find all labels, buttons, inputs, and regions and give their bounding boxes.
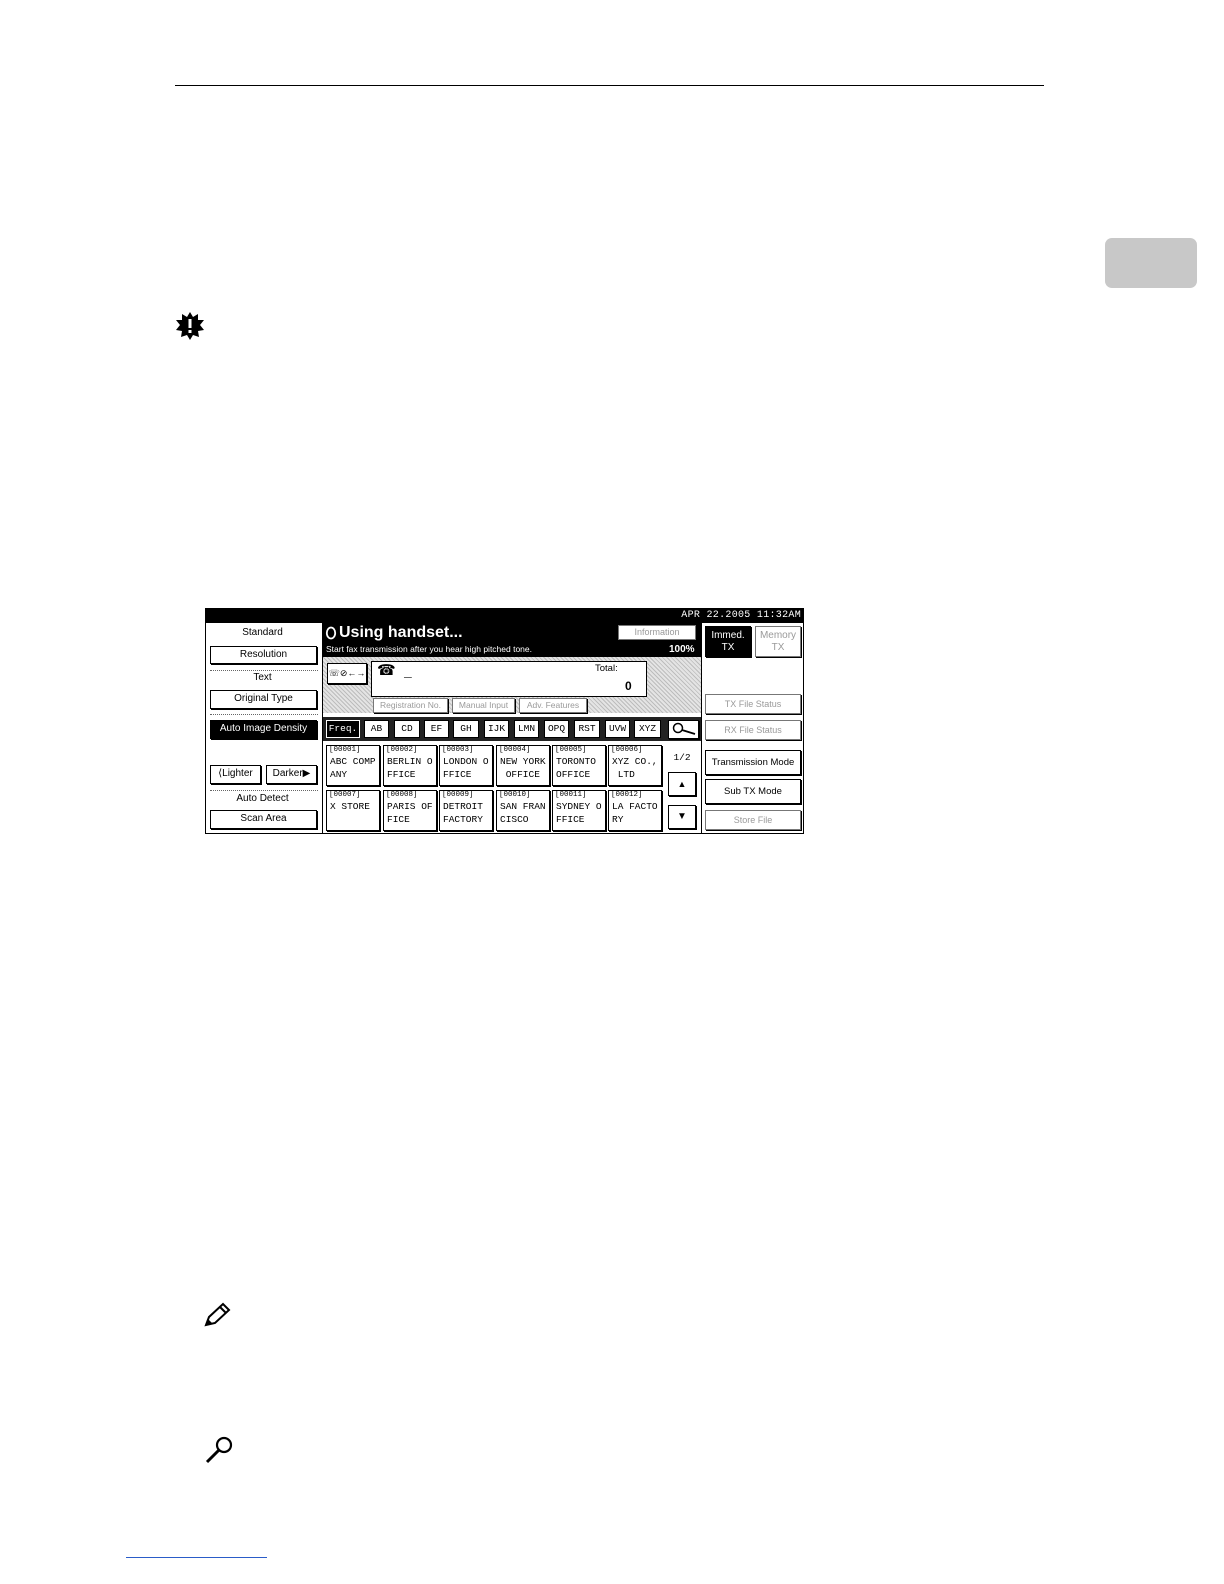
chapter-tab [1105, 238, 1197, 288]
footnote-rule [126, 1557, 267, 1558]
handset-status-icon [325, 626, 337, 640]
destination-cell[interactable] [608, 745, 662, 786]
pause-icon: ☏⊘←→ [328, 668, 366, 678]
adv-features-button[interactable]: Adv. Features [519, 698, 587, 713]
resolution-button[interactable]: Resolution [210, 646, 317, 664]
entry-cursor: _ [404, 665, 412, 680]
destination-name: ABC COMP ANY [330, 756, 376, 780]
destination-cell[interactable] [496, 790, 550, 831]
status-bar-datetime: APR 22.2005 11:32AM [206, 609, 803, 623]
destination-cell[interactable] [326, 745, 380, 786]
auto-image-density-button[interactable]: Auto Image Density [210, 720, 317, 739]
destination-tab-bar [323, 717, 701, 741]
destination-name: SYDNEY O FFICE [556, 801, 602, 825]
destination-id: [00006] [611, 746, 643, 754]
tab-ijk[interactable]: IJK [484, 720, 509, 738]
tab-cd[interactable]: CD [394, 720, 420, 738]
page-indicator: 1/2 [673, 752, 691, 763]
tab-xyz[interactable]: XYZ [634, 720, 661, 738]
tab-uvw[interactable]: UVW [605, 720, 630, 738]
message-title: Using handset... [339, 624, 463, 641]
destination-id: [00003] [442, 746, 474, 754]
tab-lmn[interactable]: LMN [514, 720, 539, 738]
destination-id: [00011] [555, 791, 587, 799]
destination-cell[interactable] [326, 790, 380, 831]
destination-name: TORONTO OFFICE [556, 756, 596, 780]
destination-id: [00002] [386, 746, 418, 754]
resolution-value: Standard [242, 627, 283, 638]
destination-cell[interactable] [552, 790, 606, 831]
reference-magnifier-icon [203, 1435, 235, 1465]
pause-redial-button[interactable] [327, 663, 367, 684]
immed-tx-button[interactable]: Immed. TX [705, 626, 751, 657]
note-pencil-icon [203, 1302, 233, 1328]
important-icon [175, 311, 205, 341]
destination-id: [00007] [329, 791, 361, 799]
transmission-mode-button[interactable]: Transmission Mode [705, 750, 801, 775]
telephone-icon: ☎ [377, 662, 396, 679]
destination-cell[interactable] [496, 745, 550, 786]
tab-gh[interactable]: GH [453, 720, 479, 738]
scan-area-button[interactable]: Scan Area [210, 810, 317, 829]
destination-name: LONDON O FFICE [443, 756, 489, 780]
search-icon [671, 722, 697, 736]
divider [210, 790, 318, 791]
destination-name: DETROIT FACTORY [443, 801, 483, 825]
destination-cell[interactable] [439, 790, 493, 831]
destination-id: [00009] [442, 791, 474, 799]
total-value: 0 [625, 679, 632, 693]
destination-cell[interactable] [439, 745, 493, 786]
message-bar [323, 623, 701, 657]
scan-area-value: Auto Detect [236, 793, 289, 804]
sub-tx-mode-button[interactable]: Sub TX Mode [705, 779, 801, 804]
destination-name: X STORE [330, 801, 370, 812]
right-panel-border [701, 623, 702, 833]
original-type-value: Text [253, 672, 272, 683]
destination-id: [00001] [329, 746, 361, 754]
tab-opq[interactable]: OPQ [544, 720, 569, 738]
destination-id: [00005] [555, 746, 587, 754]
total-label: Total: [595, 663, 618, 674]
tab-freq[interactable]: Freq. [326, 720, 360, 738]
fax-screen [205, 608, 804, 834]
destination-id: [00008] [386, 791, 418, 799]
original-type-button[interactable]: Original Type [210, 690, 317, 709]
destination-cell[interactable] [383, 745, 437, 786]
search-destination-button[interactable] [668, 720, 699, 739]
store-file-button[interactable]: Store File [705, 810, 801, 830]
destination-id: [00010] [499, 791, 531, 799]
divider [210, 670, 318, 671]
page-up-button[interactable]: ▲ [668, 772, 696, 796]
registration-no-button[interactable]: Registration No. [373, 698, 448, 713]
memory-percentage: 100% [669, 644, 695, 655]
tab-ef[interactable]: EF [424, 720, 449, 738]
destination-id: [00012] [611, 791, 643, 799]
darker-button[interactable]: Darker▶ [266, 765, 317, 784]
rx-file-status-button[interactable]: RX File Status [705, 720, 801, 740]
destination-name: SAN FRAN CISCO [500, 801, 546, 825]
destination-cell[interactable] [608, 790, 662, 831]
destination-name: BERLIN O FFICE [387, 756, 433, 780]
destination-name: LA FACTO RY [612, 801, 658, 825]
header-rule [175, 85, 1044, 86]
manual-input-button[interactable]: Manual Input [452, 698, 515, 713]
destination-entry-field[interactable] [371, 661, 647, 697]
destination-name: PARIS OF FICE [387, 801, 433, 825]
destination-name: NEW YORK OFFICE [500, 756, 546, 780]
memory-tx-button[interactable]: Memory TX [755, 626, 801, 657]
destination-cell[interactable] [383, 790, 437, 831]
tab-ab[interactable]: AB [364, 720, 389, 738]
information-button[interactable]: Information [618, 625, 696, 640]
destination-id: [00004] [499, 746, 531, 754]
tab-rst[interactable]: RST [574, 720, 600, 738]
lighter-button[interactable]: ⟨Lighter [210, 765, 261, 784]
destination-cell[interactable] [552, 745, 606, 786]
destination-name: XYZ CO., LTD [612, 756, 658, 780]
page-down-button[interactable]: ▼ [668, 805, 696, 829]
message-subtitle: Start fax transmission after you hear high pitched tone. [326, 644, 533, 654]
tx-file-status-button[interactable]: TX File Status [705, 694, 801, 714]
divider [210, 714, 318, 715]
